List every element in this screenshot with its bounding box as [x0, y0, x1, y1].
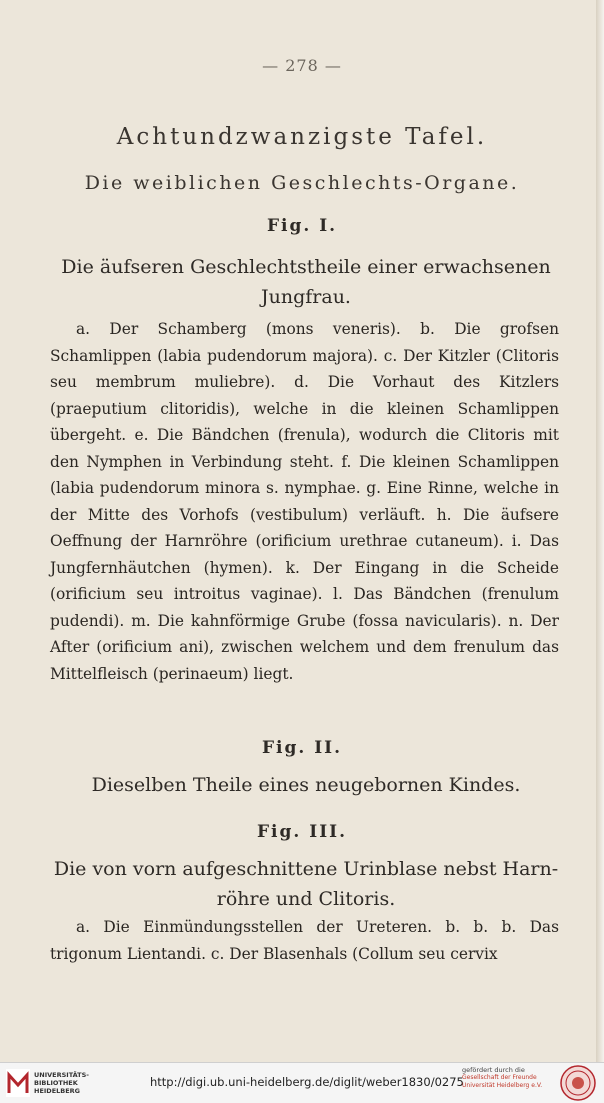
- fig-3-caption-line-1: Die von vorn aufgeschnittene Urinblase nebst Harn-: [53, 858, 559, 880]
- university-seal-icon: [560, 1065, 596, 1101]
- fig-3-heading: Fig. III.: [256, 822, 348, 842]
- permalink-url[interactable]: http://digi.ub.uni-heidelberg.de/diglit/weber1830/0275: [150, 1075, 464, 1089]
- fig-1-caption: [50, 252, 562, 312]
- fig-3-caption: [50, 854, 562, 914]
- fig-2-caption: [50, 770, 562, 800]
- sponsor-name-line-1: Gesellschaft der Freunde: [462, 1074, 537, 1081]
- university-library-logo-icon: [6, 1069, 30, 1097]
- fig-1-description: a. Der Schamberg (mons veneris). b. Die grofsen Schamlippen (labia pudendorum majora). c. Der Kitzler (Clitoris seu membrum muliebre). d. Die Vorhaut des Kitzlers (praeputium clitoridis), welche in die kleinen Schamlippen übergeht. e. Die Bändchen (frenula), wodurch die Clitoris mit den Nymphen in Verbindung steht. f. Die kleinen Schamlippen (labia pudendorum minora s. nymphae. g. Eine Rinne, welche in der Mitte des Vorhofs (vestibulum) verläuft. h. Die äufsere Oeffnung der Harnröhre (orificium urethrae cutaneum). i. Das Jungfernhäutchen (hymen). k. Der Eingang in die Scheide (orificium seu introitus vaginae). l. Das Bändchen (frenulum pudendi). m. Die kahnförmige Grube (fossa navicularis). n. Der After (orificium ani), zwischen welchem und dem frenulum das Mittelfleisch (perinaeum) liegt.: [50, 320, 559, 683]
- plate-subtitle: Die weiblichen Geschlechts-Organe.: [84, 172, 520, 194]
- sponsor-note: [462, 1066, 562, 1090]
- plate-title: Achtundzwanzigste Tafel.: [116, 124, 488, 150]
- page-number: — 278 —: [262, 56, 342, 75]
- sponsor-intro: gefördert durch die: [462, 1066, 525, 1074]
- fig-1-caption-line-1: Die äufseren Geschlechtstheile einer erwachsenen: [61, 256, 551, 278]
- university-library-logo-text: [34, 1071, 89, 1095]
- page-edge: [596, 0, 604, 1062]
- fig-3-description: a. Die Einmündungsstellen der Ureteren. b. b. b. Das trigonum Lientandi. c. Der Blasenhals (Collum seu cervix: [50, 918, 559, 963]
- fig-1-caption-line-2: Jungfrau.: [261, 286, 351, 308]
- logo-line-2: BIBLIOTHEK: [34, 1079, 78, 1087]
- fig-1-heading: Fig. I.: [266, 216, 338, 236]
- logo-line-1: UNIVERSITÄTS-: [34, 1071, 89, 1079]
- sponsor-name-line-2: Universität Heidelberg e.V.: [462, 1082, 543, 1089]
- fig-3-caption-line-2: röhre und Clitoris.: [216, 888, 396, 910]
- logo-line-3: HEIDELBERG: [34, 1087, 81, 1095]
- fig-2-caption-line-1: Dieselben Theile eines neugebornen Kindes.: [91, 774, 521, 796]
- viewer-footer: [0, 1062, 604, 1103]
- fig-2-heading: Fig. II.: [261, 738, 343, 758]
